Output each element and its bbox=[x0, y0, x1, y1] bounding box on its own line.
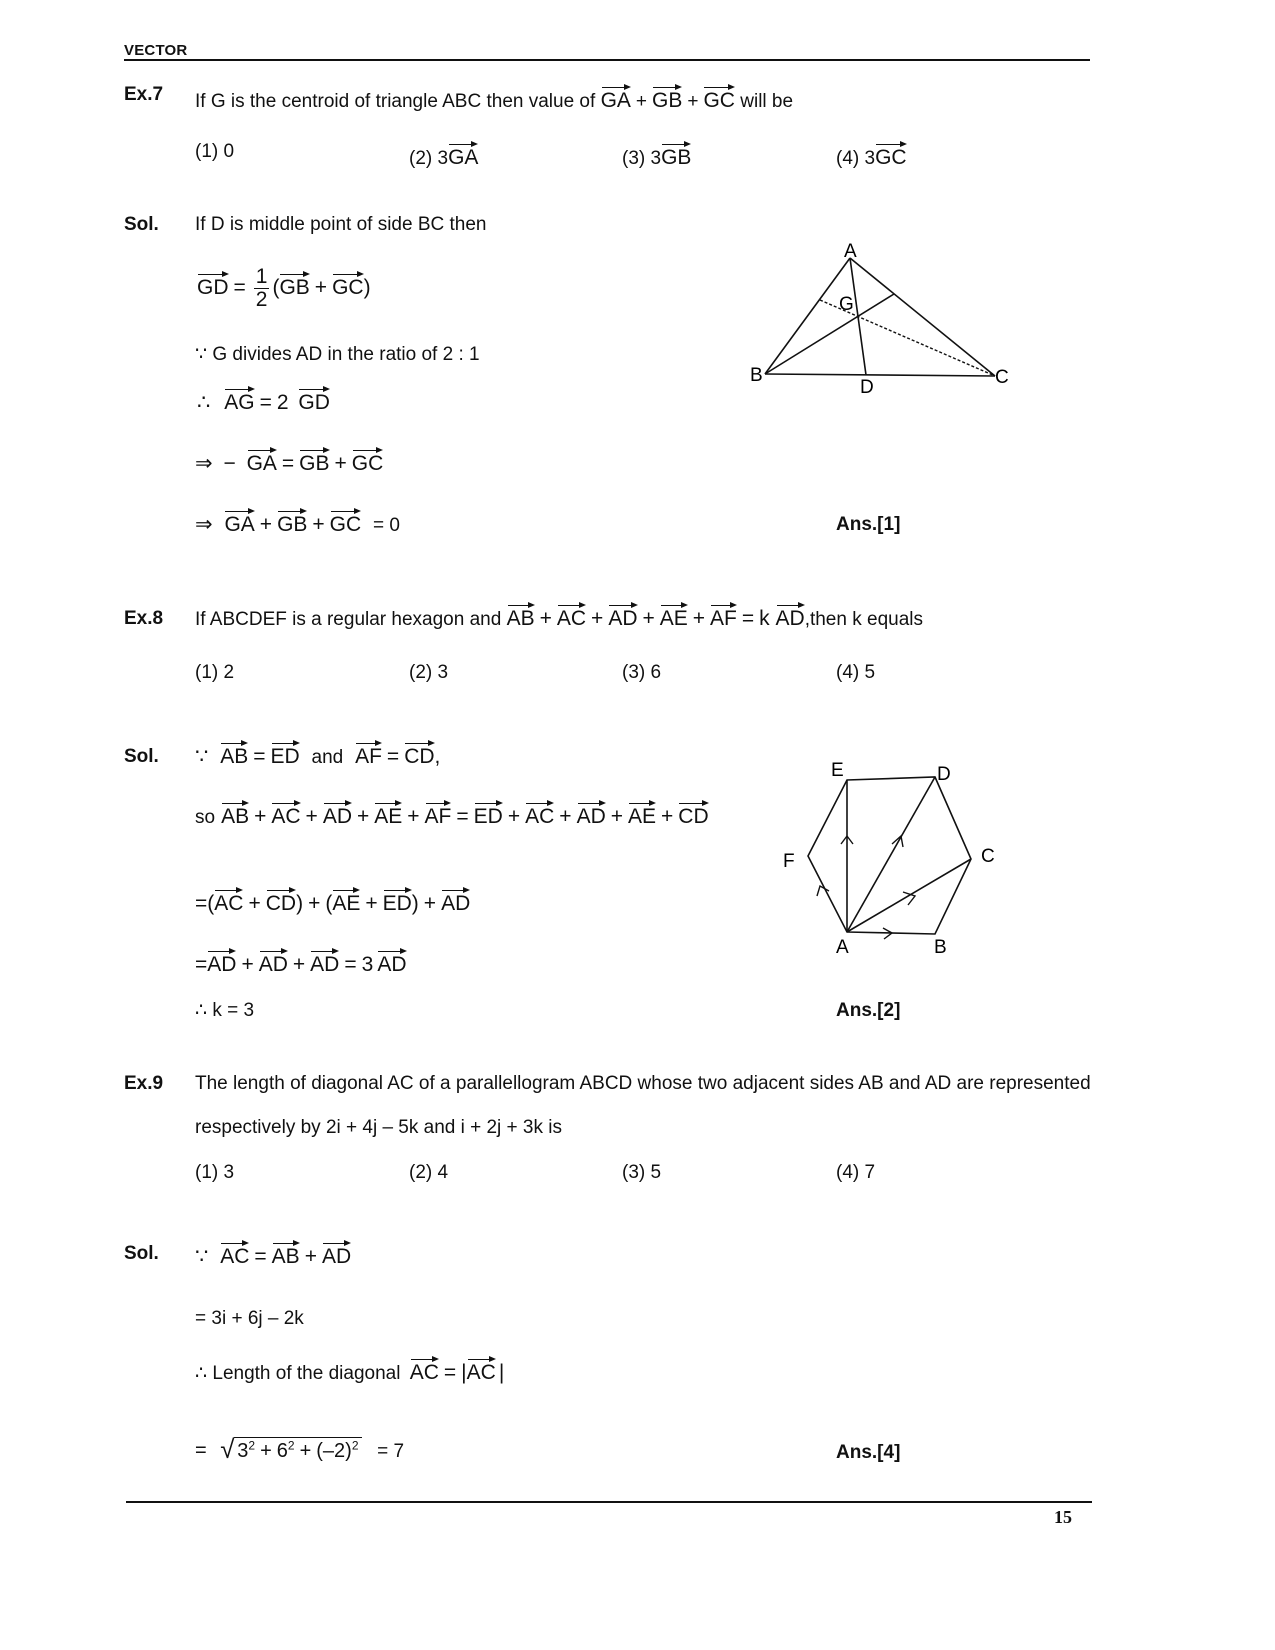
ex7-option-4: (4) 3GC bbox=[836, 141, 907, 170]
because-symbol: ∵ bbox=[195, 745, 209, 768]
label-F: F bbox=[783, 851, 795, 872]
vec-CD: CD bbox=[678, 800, 708, 829]
label-D: D bbox=[860, 377, 874, 398]
ex7-label: Ex.7 bbox=[124, 84, 164, 105]
ex7-sol-label: Sol. bbox=[124, 214, 159, 235]
implies-symbol: ⇒ bbox=[195, 513, 213, 536]
vec-GC: GC bbox=[352, 447, 384, 476]
vec-CD: CD bbox=[266, 887, 296, 916]
ex9-sol-line4: = √ $3^2 + 6^2 + (-2)^2 = 7$ bbox=[195, 1434, 405, 1464]
ex8-sol-label: Sol. bbox=[124, 746, 159, 767]
side-AC bbox=[850, 258, 995, 376]
diagonal-AC bbox=[847, 859, 971, 932]
ex8-option-4: (4) 5 bbox=[836, 662, 876, 683]
vec-AC: AC bbox=[557, 602, 586, 631]
ex9-sol-label: Sol. bbox=[124, 1243, 159, 1264]
vec-GD: GD bbox=[197, 271, 229, 300]
vec-ED: ED bbox=[474, 800, 503, 829]
ex7-ag-line: ∴ AG = 2 GD bbox=[197, 386, 330, 415]
vec-AD: AD bbox=[608, 602, 637, 631]
vec-GC: GC bbox=[330, 508, 362, 537]
ex8-question: If ABCDEF is a regular hexagon and AB + AC + AD + AE + AF = k AD,then k equals bbox=[195, 602, 923, 631]
vec-AF: AF bbox=[425, 800, 452, 829]
ex8-sol-line3: =(AC + CD) + (AE + ED) + AD bbox=[195, 887, 470, 916]
ex9-sol-line2: = 3i + 6j – 2k bbox=[195, 1308, 304, 1329]
ex7-implies-line-2: ⇒ GA + GB + GC = 0 bbox=[195, 508, 400, 537]
hexagon-outline bbox=[808, 777, 971, 934]
vec-AD: AD bbox=[441, 887, 470, 916]
page-number: 15 bbox=[1054, 1507, 1072, 1527]
vec-AD: AD bbox=[322, 1240, 351, 1269]
label-A: A bbox=[844, 241, 857, 262]
vec-GA: GA bbox=[224, 508, 254, 537]
side-BC bbox=[765, 374, 995, 376]
ex9-sol-line1: ∵ AC = AB + AD bbox=[195, 1240, 351, 1269]
ex9-option-1: (1) 3 bbox=[195, 1162, 235, 1183]
vec-AD: AD bbox=[323, 800, 352, 829]
vec-AB: AB bbox=[272, 1240, 300, 1269]
vec-GB: GB bbox=[277, 508, 307, 537]
ex8-label: Ex.8 bbox=[124, 608, 164, 629]
median-B bbox=[765, 294, 894, 374]
vec-AF: AF bbox=[355, 740, 382, 769]
diagonal-AD bbox=[847, 777, 935, 932]
ex9-question-line1: The length of diagonal AC of a parallellogram ABCD whose two adjacent sides AB and AD are represented bbox=[195, 1073, 1091, 1094]
hexagon-figure bbox=[775, 752, 1015, 962]
vec-GA: GA bbox=[448, 141, 478, 170]
vec-GC: GC bbox=[875, 141, 907, 170]
section-header: VECTOR bbox=[124, 42, 188, 59]
ex9-option-4: (4) 7 bbox=[836, 1162, 876, 1183]
vec-ED: ED bbox=[271, 740, 300, 769]
ex9-option-2: (2) 4 bbox=[409, 1162, 449, 1183]
vec-GC: GC bbox=[332, 271, 364, 300]
vec-GD: GD bbox=[298, 386, 330, 415]
label-C: C bbox=[981, 846, 995, 867]
implies-symbol: ⇒ bbox=[195, 452, 213, 475]
ex9-answer: Ans.[4] bbox=[836, 1442, 901, 1463]
label-A: A bbox=[836, 937, 849, 958]
label-E: E bbox=[831, 760, 844, 781]
vec-GA: GA bbox=[247, 447, 277, 476]
label-B: B bbox=[750, 365, 763, 386]
vec-AC: AC bbox=[271, 800, 300, 829]
vec-AB: AB bbox=[221, 800, 249, 829]
ex9-sol-line3: ∴ Length of the diagonal AC = |AC | bbox=[195, 1356, 504, 1385]
therefore-symbol: ∴ bbox=[195, 1000, 208, 1021]
vec-AD: AD bbox=[577, 800, 606, 829]
vec-AC: AC bbox=[525, 800, 554, 829]
vec-AG: AG bbox=[224, 386, 254, 415]
footer-rule bbox=[126, 1501, 1092, 1503]
vec-AD: AD bbox=[377, 948, 406, 977]
label-G: G bbox=[839, 294, 854, 315]
vec-AD: AD bbox=[776, 602, 805, 631]
sqrt-icon: √ bbox=[220, 1434, 235, 1464]
vec-GB: GB bbox=[299, 447, 329, 476]
ex9-option-3: (3) 5 bbox=[622, 1162, 662, 1183]
vec-AE: AE bbox=[628, 800, 656, 829]
header-rule bbox=[124, 59, 1090, 61]
ex7-implies-line-1: ⇒ − GA = GB + GC bbox=[195, 447, 383, 476]
vec-AD: AD bbox=[259, 948, 288, 977]
vec-AE: AE bbox=[660, 602, 688, 631]
ex7-option-2: (2) 3GA bbox=[409, 141, 478, 170]
ex8-sol-line5: ∴ k = 3 bbox=[195, 1000, 255, 1021]
ex8-sol-line4: =AD + AD + AD = 3 AD bbox=[195, 948, 407, 977]
vec-AC: AC bbox=[220, 1240, 249, 1269]
vec-AB: AB bbox=[220, 740, 248, 769]
vec-ED: ED bbox=[383, 887, 412, 916]
ex7-question-end: will be bbox=[740, 91, 794, 112]
ex9-question-line2: respectively by 2i + 4j – 5k and i + 2j + 3k is bbox=[195, 1117, 563, 1138]
because-symbol: ∵ bbox=[195, 344, 208, 365]
ex8-option-2: (2) 3 bbox=[409, 662, 449, 683]
ex9-label: Ex.9 bbox=[124, 1073, 164, 1094]
vec-CD: CD bbox=[404, 740, 434, 769]
vec-AD: AD bbox=[207, 948, 236, 977]
ex7-gd-equation: GD = $\frac{1}{2}$ (GB + GC) bbox=[197, 265, 371, 312]
vec-GB: GB bbox=[652, 84, 682, 113]
vec-GB: GB bbox=[279, 271, 309, 300]
ex8-answer: Ans.[2] bbox=[836, 1000, 901, 1021]
ex7-answer: Ans.[1] bbox=[836, 514, 901, 535]
vec-AE: AE bbox=[374, 800, 402, 829]
vec-GB: GB bbox=[661, 141, 691, 170]
vec-AB: AB bbox=[507, 602, 535, 631]
therefore-symbol: ∴ bbox=[197, 391, 211, 414]
sqrt-expression: √ $3^2 + 6^2 + (-2)^2$ bbox=[220, 1438, 361, 1463]
vec-AC: AC bbox=[410, 1356, 439, 1385]
ex8-option-1: (1) 2 bbox=[195, 662, 235, 683]
ex7-sol-line1: If D is middle point of side BC then bbox=[195, 214, 487, 235]
vec-GA: GA bbox=[601, 84, 631, 113]
ex7-question: If G is the centroid of triangle ABC then value of GA + GB + GC will be bbox=[195, 84, 793, 113]
ex7-because-line: ∵ G divides AD in the ratio of 2 : 1 bbox=[195, 344, 480, 365]
ex8-sol-line1: ∵ AB = ED and AF = CD, bbox=[195, 740, 440, 769]
ex8-option-3: (3) 6 bbox=[622, 662, 662, 683]
label-C: C bbox=[995, 367, 1009, 388]
vec-AD: AD bbox=[310, 948, 339, 977]
ex7-question-text: If G is the centroid of triangle ABC then value of bbox=[195, 91, 596, 112]
triangle-figure bbox=[740, 236, 1030, 401]
because-symbol: ∵ bbox=[195, 1245, 209, 1268]
label-B: B bbox=[934, 937, 947, 958]
ex7-option-3: (3) 3GB bbox=[622, 141, 691, 170]
label-D: D bbox=[937, 764, 951, 785]
vec-AE: AE bbox=[332, 887, 360, 916]
side-AB bbox=[765, 258, 850, 374]
ex8-sol-line2: so AB + AC + AD + AE + AF = ED + AC + AD + AE + CD bbox=[195, 800, 709, 829]
fraction-half: $\frac{1}{2}$ bbox=[255, 265, 268, 312]
vec-AF: AF bbox=[710, 602, 737, 631]
vec-AC: AC bbox=[467, 1356, 496, 1385]
ex7-option-1: (1) 0 bbox=[195, 141, 235, 162]
vec-GC: GC bbox=[703, 84, 735, 113]
therefore-symbol: ∴ bbox=[195, 1363, 208, 1384]
vec-AC: AC bbox=[214, 887, 243, 916]
